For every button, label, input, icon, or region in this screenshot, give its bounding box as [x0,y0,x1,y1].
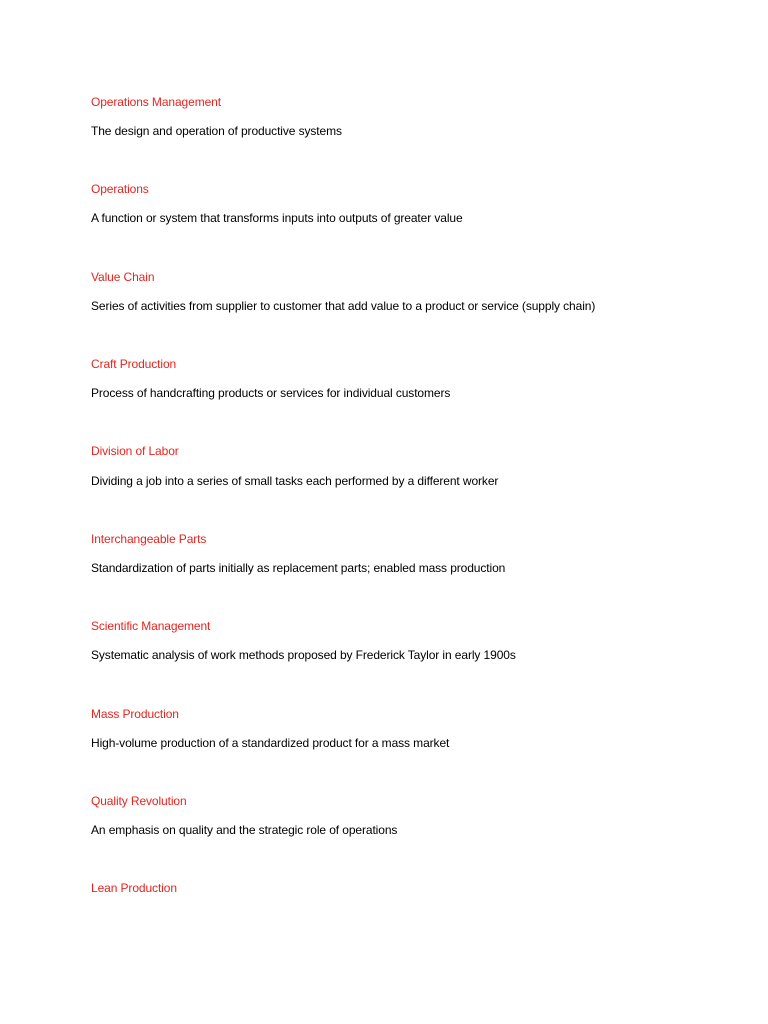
term-interchangeable-parts: Interchangeable Parts [91,532,207,546]
term-mass-production: Mass Production [91,707,179,721]
definition-quality-revolution: An emphasis on quality and the strategic role of operations [91,823,398,837]
term-lean-production: Lean Production [91,881,177,895]
term-division-of-labor: Division of Labor [91,444,179,458]
definition-value-chain: Series of activities from supplier to customer that add value to a product or service (supply chain) [91,299,596,313]
definition-craft-production: Process of handcrafting products or services for individual customers [91,386,451,400]
term-operations: Operations [91,182,149,196]
definition-interchangeable-parts: Standardization of parts initially as replacement parts; enabled mass production [91,561,506,575]
term-value-chain: Value Chain [91,270,155,284]
definition-division-of-labor: Dividing a job into a series of small tasks each performed by a different worker [91,474,499,488]
term-quality-revolution: Quality Revolution [91,794,187,808]
definition-operations-management: The design and operation of productive systems [91,124,342,138]
term-operations-management: Operations Management [91,95,221,109]
term-scientific-management: Scientific Management [91,619,211,633]
definition-mass-production: High-volume production of a standardized product for a mass market [91,736,450,750]
definition-operations: A function or system that transforms inputs into outputs of greater value [91,211,463,225]
term-craft-production: Craft Production [91,357,177,371]
definition-scientific-management: Systematic analysis of work methods proposed by Frederick Taylor in early 1900s [91,648,516,662]
